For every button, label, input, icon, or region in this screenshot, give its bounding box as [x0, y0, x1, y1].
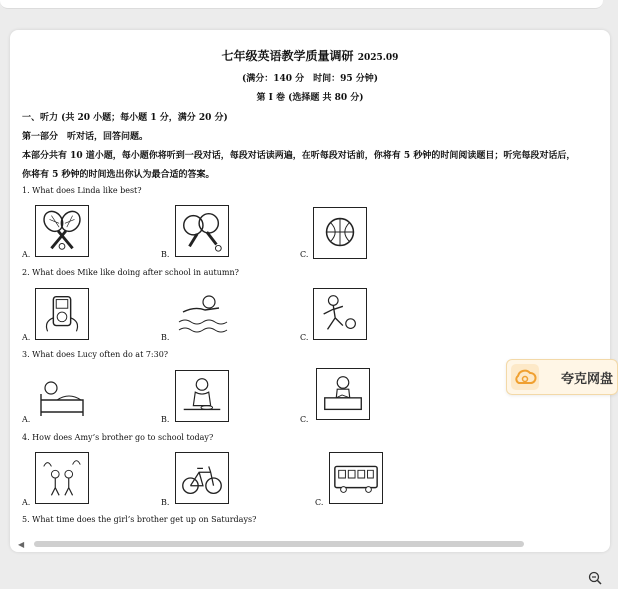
- doc-subtitle: (满分：140 分 时间：95 分钟): [241, 74, 379, 84]
- tennis-rackets-icon[interactable]: [35, 205, 89, 257]
- question-2: 2. What does Mike like doing after school in autumn?: [22, 268, 239, 277]
- option-c-label: C.: [315, 498, 324, 507]
- instruction-line-2: 你将有 5 秒钟的时间选出你认为最合适的答案。: [22, 170, 215, 180]
- girl-eating-icon[interactable]: [175, 370, 229, 422]
- title-text: 七年级英语教学质量调研: [221, 49, 354, 63]
- option-c-label: C.: [300, 415, 309, 424]
- part-heading: 第一部分 听对话，回答问题。: [22, 132, 149, 142]
- girl-in-bed-icon[interactable]: [35, 370, 89, 422]
- section-heading: 一、听力 (共 20 小题；每小题 1 分，满分 20 分): [22, 113, 228, 123]
- question-1: 1. What does Linda like best?: [22, 186, 142, 195]
- option-a-label: A.: [22, 415, 31, 424]
- question-5: 5. What time does the girl’s brother get up on Saturdays?: [22, 515, 257, 524]
- document-page: [10, 30, 610, 552]
- instruction-line-1: 本部分共有 10 道小题，每小题你将听到一段对话，每段对话读两遍，在听每段对话前，你将有 5 秒钟的时间阅读题目；听完每段对话后，: [22, 151, 576, 161]
- option-b-label: B.: [161, 498, 170, 507]
- horizontal-scrollbar[interactable]: [14, 539, 604, 549]
- music-player-icon[interactable]: [35, 288, 89, 340]
- girl-at-desk-icon[interactable]: [316, 368, 370, 420]
- doc-title: [10, 47, 610, 64]
- scroll-left-arrow-icon[interactable]: ◀: [18, 540, 25, 549]
- zoom-out-icon[interactable]: [588, 570, 602, 584]
- option-c-label: C.: [300, 333, 309, 342]
- scrollbar-thumb[interactable]: [34, 541, 524, 547]
- title-year: 2025.09: [357, 53, 399, 63]
- ping-pong-paddles-icon[interactable]: [175, 205, 229, 257]
- walking-icon[interactable]: [35, 452, 89, 504]
- option-b-label: B.: [161, 415, 170, 424]
- option-a-label: A.: [22, 333, 31, 342]
- quark-label: 夸克网盘: [561, 372, 614, 387]
- cloud-icon: [511, 364, 539, 390]
- question-4: 4. How does Amy’s brother go to school today?: [22, 433, 214, 442]
- top-strip: [0, 0, 603, 9]
- option-b-label: B.: [161, 250, 170, 259]
- swimming-icon[interactable]: [175, 288, 229, 340]
- bicycle-icon[interactable]: [175, 452, 229, 504]
- option-a-label: A.: [22, 250, 31, 259]
- bus-icon[interactable]: [329, 452, 383, 504]
- quark-drive-widget[interactable]: [506, 359, 618, 395]
- option-b-label: B.: [161, 333, 170, 342]
- option-a-label: A.: [22, 498, 31, 507]
- question-3: 3. What does Lucy often do at 7:30?: [22, 350, 169, 359]
- playing-football-icon[interactable]: [313, 288, 367, 340]
- basketball-icon[interactable]: [313, 207, 367, 259]
- option-c-label: C.: [300, 250, 309, 259]
- doc-volume: 第 I 卷 (选择题 共 80 分): [256, 93, 364, 103]
